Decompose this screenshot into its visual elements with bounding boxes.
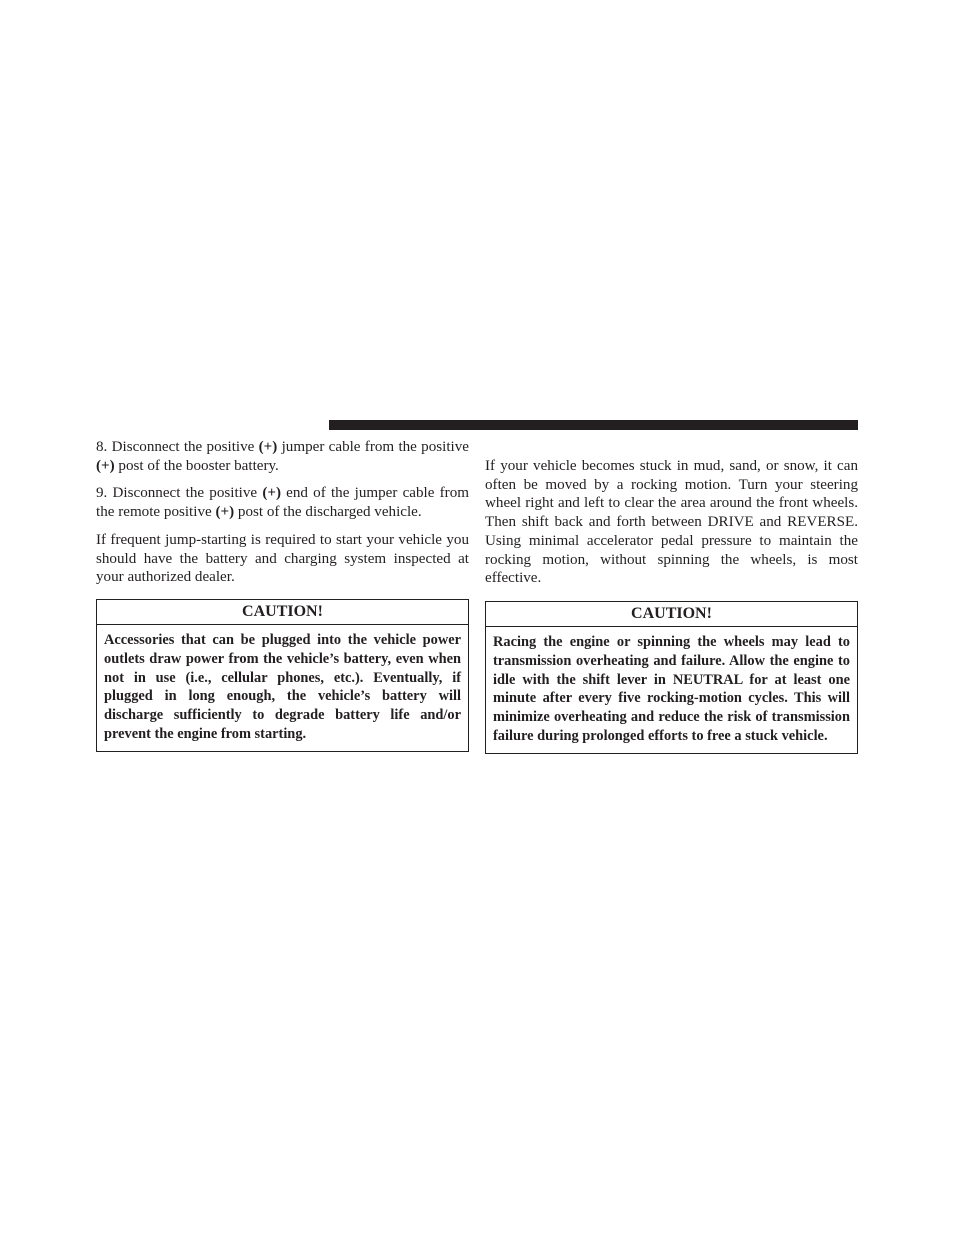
step-8-text-b: jumper cable from the positive xyxy=(277,439,469,455)
caution-box-rocking xyxy=(485,601,858,754)
frequent-jump-start-paragraph: If frequent jump-starting is required to start your vehicle you should have the battery and charging system inspected at your authorized dealer. xyxy=(96,531,469,586)
step-8-plus-sign-1: (+) xyxy=(258,439,278,455)
caution-text: Racing the engine or spinning the wheels may lead to transmission overheating and failure. Allow the engine to idle with the shift lever in NEUTRAL for at least one minute after every five rocking-motion cycles. This will minimize overheating and reduce the risk of transmission failure during prolonged efforts to free a stuck vehicle. xyxy=(493,633,850,744)
caution-box-accessories xyxy=(96,599,469,752)
step-8-plus-sign-2: (+) xyxy=(96,457,115,474)
step-9-text-c: post of the discharged vehicle. xyxy=(234,504,422,521)
left-column xyxy=(96,438,469,752)
step-8-paragraph xyxy=(96,438,469,475)
caution-text: Accessories that can be plugged into the vehicle power outlets draw power from the vehicle’s battery, even when not in use (i.e., cellular phones, etc.). Eventually, if plugged in long enough, the vehicle’s battery will discharge sufficiently to degrade battery life and/or prevent the engine from starting. xyxy=(104,631,461,742)
step-9-text-b: end of the jumper cable from the remote positive xyxy=(96,485,469,521)
caution-title: CAUTION! xyxy=(97,600,468,625)
section-header-bar xyxy=(329,420,858,430)
step-8-text-a: 8. Disconnect the positive xyxy=(96,439,259,455)
right-column xyxy=(485,457,858,754)
step-8-text-c: post of the booster battery. xyxy=(114,457,279,474)
step-9-plus-sign-2: (+) xyxy=(215,504,235,521)
step-9-text-a: 9. Disconnect the positive xyxy=(96,485,263,502)
step-9-paragraph xyxy=(96,484,469,521)
caution-title: CAUTION! xyxy=(486,602,857,627)
step-9-plus-sign-1: (+) xyxy=(262,485,281,502)
stuck-vehicle-paragraph: If your vehicle becomes stuck in mud, sand, or snow, it can often be moved by a rocking motion. Turn your steering wheel right and left to clear the area around the front wheels. Then shift back and forth between DRIVE and REVERSE. Using minimal accelerator pedal pressure to maintain the rocking motion, without spinning the wheels, is most effective. xyxy=(485,458,858,587)
